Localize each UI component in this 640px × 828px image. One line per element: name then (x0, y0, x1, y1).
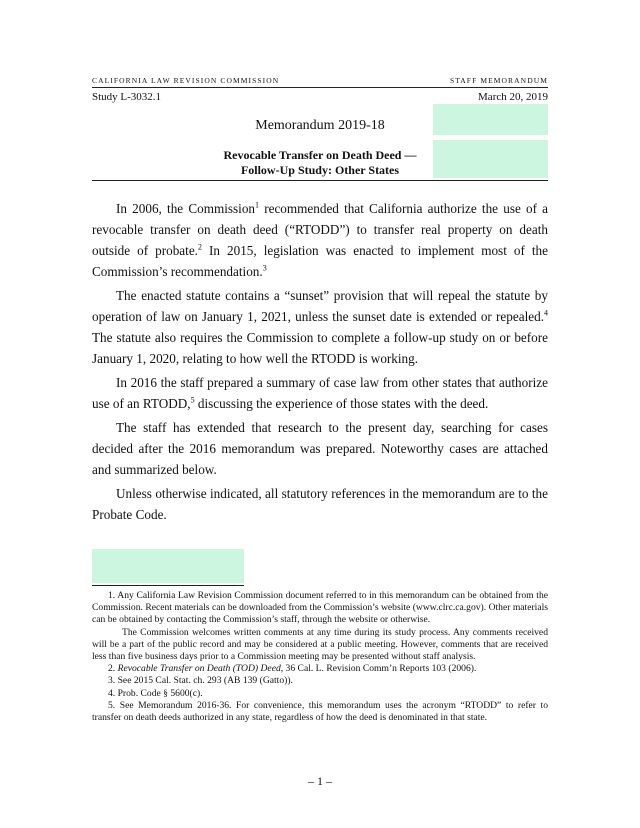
subtitle-line-2: Follow-Up Study: Other States (240, 163, 400, 177)
fn2-title: Revocable Transfer on Death (TOD) Deed (117, 663, 281, 675)
paragraph-3 (92, 372, 548, 414)
footnote-1: 1. Any California Law Revision Commission document referred to in this memorandum can be obtained from the Commission. Recent materials can be downloaded from the Commission’s website (www.clrc.ca.gov). Other materials can be obtained by contacting the Commission’s staff, through the website or otherwise. (92, 590, 548, 626)
memo-title: Memorandum 2019-18 (255, 118, 385, 133)
p1-text-a: In 2006, the Commission (116, 201, 256, 216)
p2-text-b: The statute also requires the Commission to complete a follow-up study on or before January 1, 2020, relating to how well the RTODD is working. (92, 330, 548, 366)
footnote-ref-5[interactable]: 5 (190, 395, 195, 405)
footnote-ref-4[interactable]: 4 (544, 308, 548, 318)
p2-text-a: The enacted statute contains a “sunset” provision that will repeal the statute by operation of law on January 1, 2021, unless the sunset date is extended or repealed. (92, 288, 548, 324)
footnote-ref-3[interactable]: 3 (262, 263, 267, 273)
subtitle-line-1: Revocable Transfer on Death Deed — (223, 148, 417, 162)
memo-subtitle (180, 148, 460, 178)
p3-text-a: In 2016 the staff prepared a summary of case law from other states that authorize use of an RTODD, (92, 375, 548, 411)
page-number: – 1 – (308, 774, 332, 788)
memo-body (92, 198, 548, 528)
doc-type: STAFF MEMORANDUM (449, 76, 548, 85)
header-rule (92, 87, 548, 88)
org-name: CALIFORNIA LAW REVISION COMMISSION (92, 76, 280, 85)
footnote-rule (92, 585, 244, 586)
footnote-5: 5. See Memorandum 2016-36. For convenience, this memorandum uses the acronym “RTODD” to refer to transfer on death deeds authorized in any state, regardless of how the deed is denominated in that state. (92, 699, 548, 724)
fn2-number: 2. (108, 663, 118, 675)
footnote-ref-2[interactable]: 2 (197, 242, 202, 252)
redaction-sticker-top (433, 104, 548, 135)
paragraph-1 (92, 198, 548, 282)
fn2-rest: , 36 Cal. L. Revision Comm’n Reports 103 (2006). (280, 663, 477, 675)
title-rule (92, 180, 548, 181)
header-sub (92, 91, 548, 103)
footnote-3: 3. See 2015 Cal. Stat. ch. 293 (AB 139 (Gatto)). (108, 675, 293, 687)
footnote-2 (92, 663, 548, 675)
footnote-4: 4. Prob. Code § 5600(c). (108, 687, 203, 699)
study-number: Study L-3032.1 (92, 91, 162, 103)
memo-date: March 20, 2019 (478, 91, 548, 103)
p1-text-c: In 2015, legislation was enacted to implement most of the Commission’s recommendation. (92, 243, 549, 279)
footnote-ref-1[interactable]: 1 (255, 200, 260, 210)
paragraph-4: The staff has extended that research to the present day, searching for cases decided after the 2016 memorandum was prepared. Noteworthy cases are attached and summarized below. (92, 420, 548, 477)
paragraph-5: Unless otherwise indicated, all statutory references in the memorandum are to the Probate Code. (92, 486, 548, 522)
paragraph-2 (92, 285, 548, 369)
p1-text-b: recommended that California authorize the use of a revocable transfer on death deed (“RTODD”) to transfer real property on death outside of probate. (92, 201, 549, 258)
footnote-1-continued: The Commission welcomes written comments at any time during its study process. Any comments received will be a part of the public record and may be considered at a public meeting. However, comments that are received less than five business days prior to a Commission meeting may be presented without staff analysis. (92, 626, 548, 663)
footnotes (92, 590, 548, 724)
redaction-sticker-bottom (92, 549, 244, 583)
p3-text-b: discussing the experience of those states with the deed. (194, 396, 489, 411)
header-top (92, 76, 548, 85)
